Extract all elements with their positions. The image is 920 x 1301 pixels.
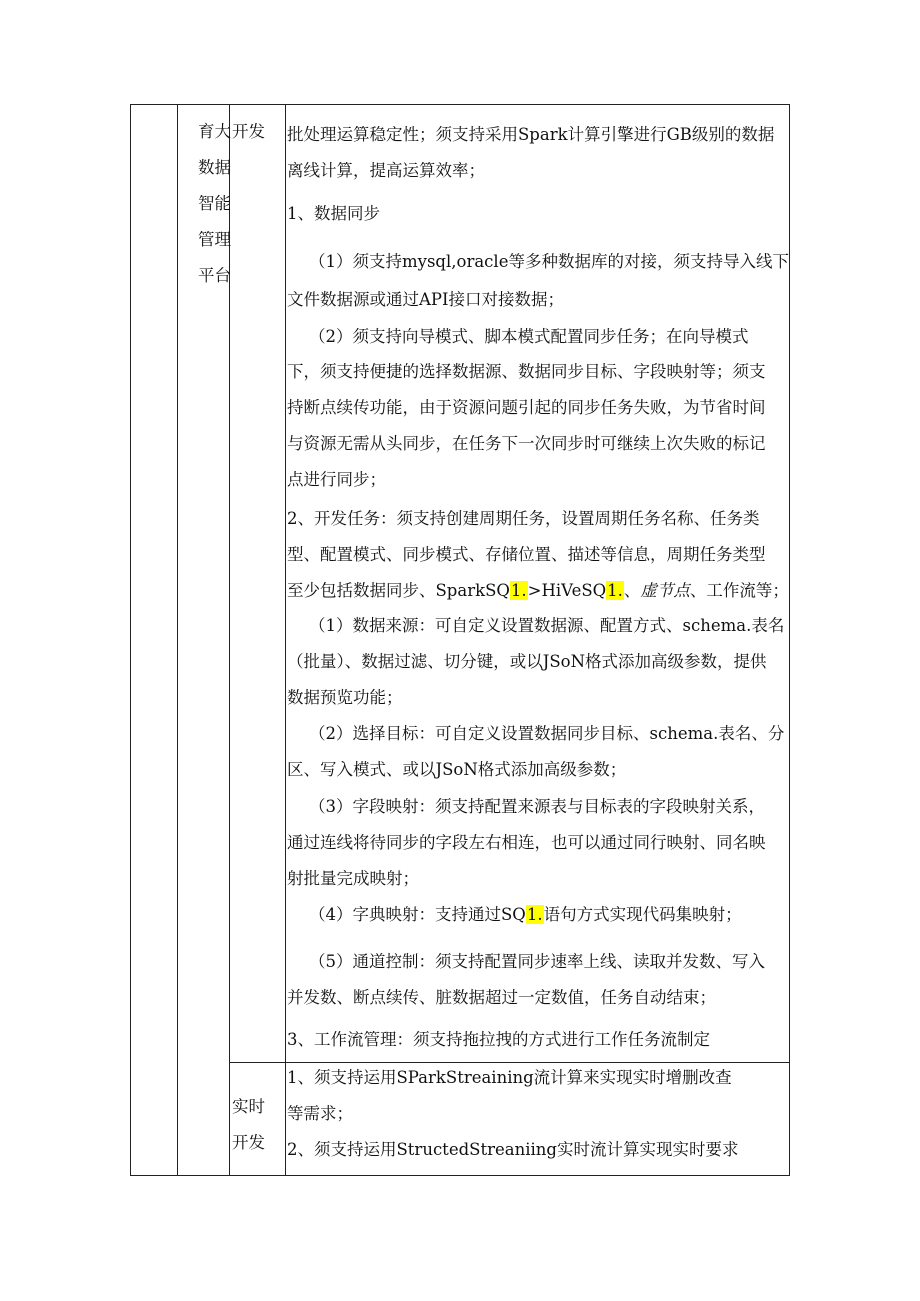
body-line: 2、开发任务：须支持创建周期任务，设置周期任务名称、任务类 — [287, 509, 760, 528]
body-line-highlighted — [287, 901, 742, 925]
category-line: 平台 — [198, 266, 231, 285]
body-line: 点进行同步； — [287, 470, 386, 489]
body-line: 数据预览功能； — [287, 688, 403, 707]
body-line: 型、配置模式、同步模式、存储位置、描述等信息，周期任务类型 — [287, 545, 766, 564]
category-line: 育大 — [198, 122, 231, 141]
category-cell — [187, 114, 231, 294]
text-segment: （4）字典映射：支持通过SQ — [309, 905, 526, 924]
highlighted-text: 1. — [526, 905, 543, 924]
highlighted-text: 1. — [510, 581, 527, 600]
body-line: （5）通道控制：须支持配置同步速率上线、读取并发数、写入 — [309, 952, 765, 971]
table-right-border — [789, 104, 790, 1176]
body-line: 射批量完成映射； — [287, 869, 419, 888]
category-line: 管理 — [198, 230, 231, 249]
column-divider-3 — [285, 104, 286, 1176]
body-line: 通过连线将待同步的字段左右相连，也可以通过同行映射、同名映 — [287, 833, 766, 852]
subcategory-line: 开发 — [232, 1133, 265, 1152]
text-segment: 至少包括数据同步、SparkSQ — [287, 581, 510, 600]
category-line: 数据 — [198, 158, 231, 177]
body-line: （1）数据来源：可自定义设置数据源、配置方式、schema.表名 — [309, 616, 785, 635]
subcategory-line: 实时 — [232, 1097, 265, 1116]
body-line: （批量）、数据过滤、切分键，或以JSoN格式添加高级参数，提供 — [287, 652, 767, 671]
italic-text: 虚节点 — [640, 581, 690, 600]
body-line: （1）须支持mysql,oracle等多种数据库的对接，须支持导入线下 — [309, 252, 789, 271]
body-line: （3）字段映射：须支持配置来源表与目标表的字段映射关系， — [309, 797, 765, 816]
body-line: 等需求； — [287, 1104, 353, 1123]
subcategory-cell — [232, 114, 286, 150]
body-line: 区、写入模式、或以JSoN格式添加高级参数； — [287, 760, 627, 779]
body-line: 与资源无需从头同步，在任务下一次同步时可继续上次失败的标记 — [287, 434, 766, 453]
body-line: 3、工作流管理：须支持拖拉拽的方式进行工作任务流制定 — [287, 1030, 710, 1049]
subcategory-label: 开发 — [232, 122, 265, 141]
text-segment: 语句方式实现代码集映射； — [543, 905, 742, 924]
body-line: 离线计算，提高运算效率； — [287, 161, 485, 180]
body-line: 1、须支持运用SParkStreaining流计算来实现实时增删改查 — [287, 1068, 732, 1087]
subcategory-cell-realtime — [232, 1089, 286, 1161]
body-line: 2、须支持运用StructedStreaniing实时流计算实现实时要求 — [287, 1140, 739, 1159]
column-divider-1 — [177, 104, 178, 1176]
body-line: （2）选择目标：可自定义设置数据同步目标、schema.表名、分 — [309, 724, 785, 743]
text-segment: 、 — [623, 581, 641, 600]
category-line: 智能 — [198, 194, 231, 213]
body-line: 文件数据源或通过API接口对接数据； — [287, 290, 565, 309]
table-left-border — [130, 104, 131, 1176]
row-divider — [229, 1062, 790, 1063]
body-line: 批处理运算稳定性；须支持采用Spark计算引擎进行GB级别的数据 — [287, 125, 775, 144]
body-line: （2）须支持向导模式、脚本模式配置同步任务；在向导模式 — [309, 327, 749, 346]
body-line-highlighted — [287, 577, 789, 601]
body-line: 下，须支持便捷的选择数据源、数据同步目标、字段映射等；须支 — [287, 362, 766, 381]
body-line: 并发数、断点续传、脏数据超过一定数值，任务自动结束； — [287, 988, 716, 1007]
text-segment: >HiVeSQ — [527, 581, 607, 600]
text-segment: 、工作流等； — [689, 581, 789, 600]
body-line: 持断点续传功能，由于资源问题引起的同步任务失败，为节省时间 — [287, 398, 766, 417]
body-line: 1、数据同步 — [287, 204, 380, 223]
highlighted-text: 1. — [607, 581, 623, 600]
